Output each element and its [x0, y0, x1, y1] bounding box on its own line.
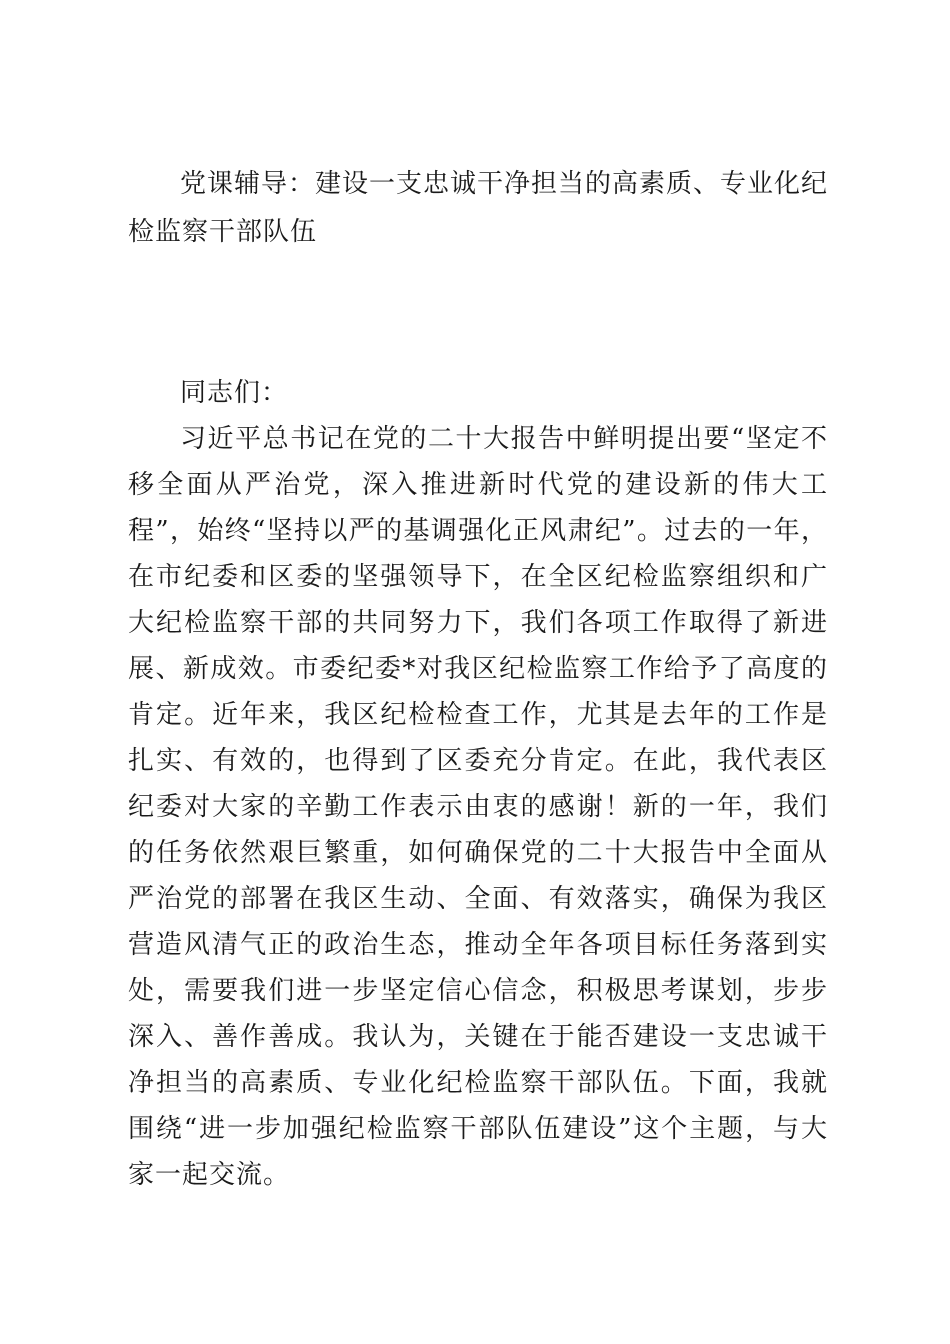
- document-title: 党课辅导：建设一支忠诚干净担当的高素质、专业化纪检监察干部队伍: [128, 169, 829, 247]
- body-paragraph: 习近平总书记在党的二十大报告中鲜明提出要“坚定不移全面从严治党，深入推进新时代党的建设新的伟大工程”，始终“坚持以严的基调强化正风肃纪”。过去的一年，在市纪委和区委的坚强领导下，在全区纪检监察组织和广大纪检监察干部的共同努力下，我们各项工作取得了新进展、新成效。市委纪委*对我区纪检监察工作给予了高度的肯定。近年来，我区纪检检查工作，尤其是去年的工作是扎实、有效的，也得到了区委充分肯定。在此，我代表区纪委对大家的辛勤工作表示由衷的感谢！新的一年，我们的任务依然艰巨繁重，如何确保党的二十大报告中全面从严治党的部署在我区生动、全面、有效落实，确保为我区营造风清气正的政治生态，推动全年各项目标任务落到实处，需要我们进一步坚定信心信念，积极思考谋划，步步深入、善作善成。我认为，关键在于能否建设一支忠诚干净担当的高素质、专业化纪检监察干部队伍。下面，我就围绕“进一步加强纪检监察干部队伍建设”这个主题，与大家一起交流。: [128, 424, 828, 1190]
- salutation: 同志们：: [180, 378, 289, 408]
- document-body: [128, 370, 828, 1198]
